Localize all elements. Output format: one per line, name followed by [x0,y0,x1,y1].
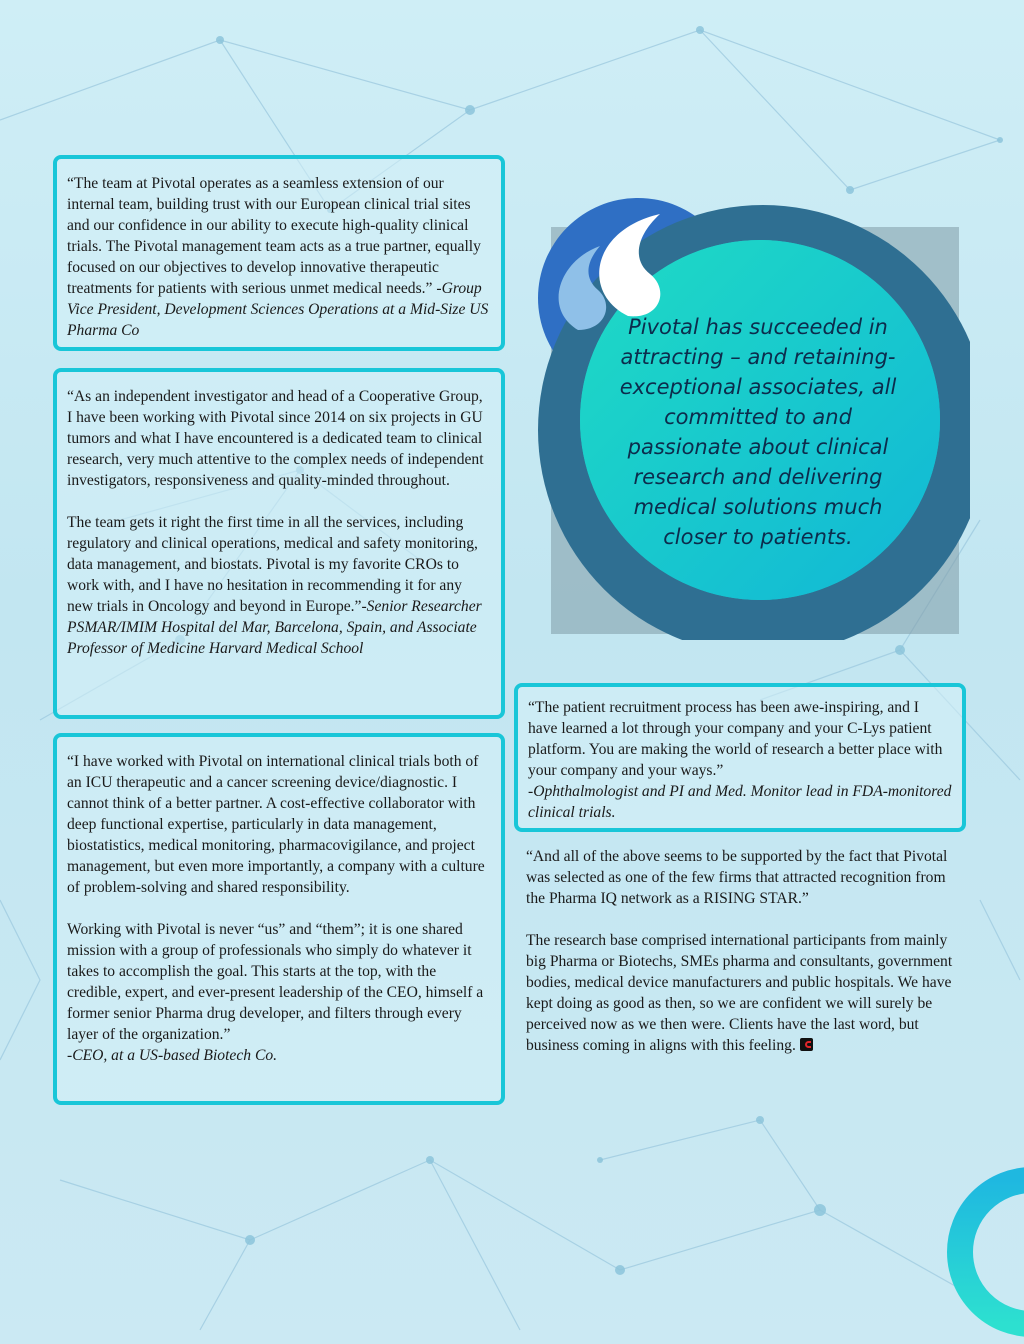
testimonial-3-attribution: -CEO, at a US-based Biotech Co. [67,1047,278,1064]
testimonial-2-attribution: -Senior Researcher PSMAR/IMIM Hospital del Mar, Barcelona, Spain, and Associate Professor of Medicine Harvard Medical School [67,598,482,657]
pull-quote: Pivotal has succeeded in attracting – and retaining- exceptional associates, all committed to and passionate about clinical research and delivering medical solutions much closer to patients. [619,315,897,549]
body-paragraph-2: The research base comprised international participants from mainly big Pharma or Biotechs, SMEs pharma and consultants, government bodies, medical device manufacturers and public hospitals. We have kept doing as good as then, so we are confident we will surely be perceived now as we then were. Clients have the last word, but business coming in aligns with this feeling. [526,932,953,1054]
closing-body-text [526,846,958,1056]
testimonial-box-2 [53,368,505,719]
testimonial-box-1 [53,155,505,351]
corner-ring-decoration [940,1160,1024,1344]
testimonial-1-attribution: -Group Vice President, Development Sciences Operations at a Mid-Size US Pharma Co [67,280,489,339]
testimonial-box-3 [53,733,505,1105]
testimonial-3-paragraph-2: Working with Pivotal is never “us” and “them”; it is one shared mission with a group of professionals who simply do whatever it takes to accomplish the goal. This starts at the top, with the credible, expert, and ever-present leadership of the CEO, himself a former senior Pharma drug developer, and filters through every layer of the organization.” -CEO, at a US-based Biotech Co. [67,921,484,1064]
testimonial-4-text: “The patient recruitment process has been awe-inspiring, and I have learned a lot through your company and your C-Lys patient platform. You are making the world of research a better place with your company and your ways.” -Ophthalmologist and PI and Med. Monitor lead in FDA-monitored clinical trials. [528,699,952,821]
end-of-article-icon [800,1038,813,1051]
testimonial-4-attribution: -Ophthalmologist and PI and Med. Monitor lead in FDA-monitored clinical trials. [528,783,952,821]
testimonial-2-paragraph-1: “As an independent investigator and head of a Cooperative Group, I have been working with Pivotal since 2014 on six projects in GU tumors and what I have encountered is a dedicated team to clinical research, very much attentive to the complex needs of independent investigators, responsiveness and quality-minded throughout. [67,388,484,489]
testimonial-1-text: “The team at Pivotal operates as a seamless extension of our internal team, building trust with our European clinical trial sites and our confidence in our ability to execute high-quality clinical trials. The Pivotal management team acts as a true partner, equally focused on our objectives to develop innovative therapeutic treatments for patients with serious unmet medical needs.” -Group Vice President, Development Sciences Operations at a Mid-Size US Pharma Co [67,175,489,339]
testimonial-3-paragraph-1: “I have worked with Pivotal on international clinical trials both of an ICU therapeutic and a cancer screening device/diagnostic. I cannot think of a better partner. A cost-effective collaborator with deep functional expertise, particularly in data management, biostatistics, medical monitoring, pharmacovigilance, and project management, but even more importantly, a company with a culture of problem-solving and shared responsibility. [67,753,485,896]
testimonial-2-paragraph-2: The team gets it right the first time in all the services, including regulatory and clinical operations, medical and safety monitoring, data management, and biostats. Pivotal is my favorite CROs to work with, and I have no hesitation in recommending it for any new trials in Oncology and beyond in Europe.”-Senior Researcher PSMAR/IMIM Hospital del Mar, Barcelona, Spain, and Associate Professor of Medicine Harvard Medical School [67,514,482,657]
testimonial-box-4 [514,683,966,832]
body-paragraph-1: “And all of the above seems to be supported by the fact that Pivotal was selected as one of the few firms that attracted recognition from the Pharma IQ network as a RISING STAR.” [526,848,948,907]
